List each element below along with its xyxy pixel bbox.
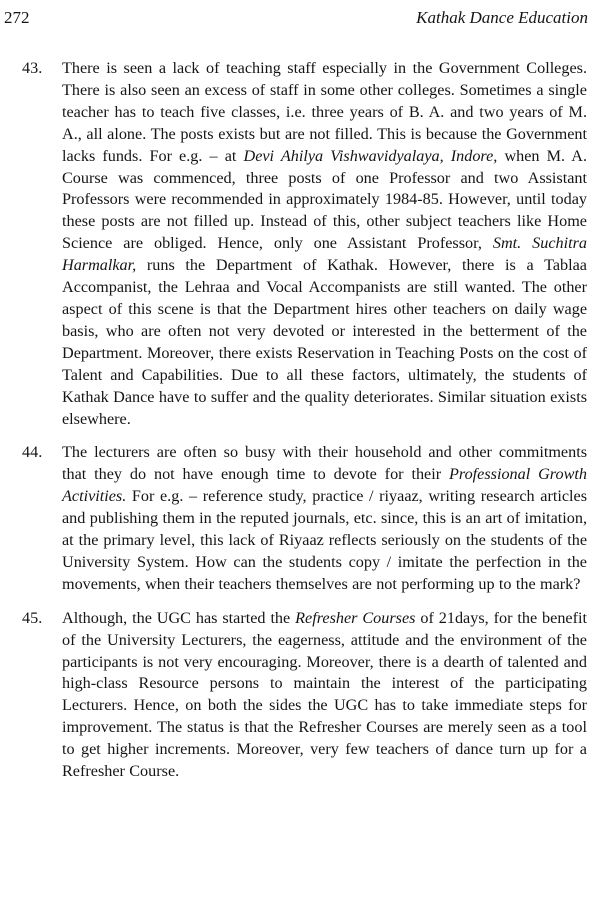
italic-phrase: Devi Ahilya Vishwavidyalaya, Indore, (243, 146, 498, 165)
numbered-item (22, 608, 587, 783)
item-number: 43. (22, 59, 43, 77)
item-text-segment: The lecturers are often so busy with their household and other commitments that they do not have enough time to devote for their (62, 443, 587, 484)
item-text (62, 608, 587, 783)
item-text-segment: For e.g. – reference study, practice / riyaaz, writing research articles and publishing them in the reputed journals, etc. since, this is an art of imitation, at the primary level, this lack of Riyaaz reflects seriously on the students of the University System. How can the students copy / imitate the perfection in the movements, when their teachers themselves are not performing up to the mark? (62, 487, 587, 593)
item-text-segment: There is seen a lack of teaching staff especially in the Government Colleges. There is also seen an excess of staff in some other colleges. Sometimes a single teacher has to teach five classes, i.e. three years of B. A. and two years of M. A., all alone. The posts exists but are not filled. This is because the Government lacks funds. For e.g. – at (62, 59, 587, 165)
item-text (62, 58, 587, 430)
item-number: 45. (22, 608, 43, 627)
italic-phrase: Professional Growth Activities. (62, 465, 587, 506)
numbered-item (22, 58, 587, 430)
item-text-segment: when M. A. Course was commenced, three posts of one Professor and two Assistant Professors were recommended in approximately 1984-85. However, until today these posts are not filled up. Instead of this, other subject teachers like Home Science are obliged. Hence, only one Assistant Professor, (62, 146, 587, 253)
item-text-segment: runs the Department of Kathak. However, there is a Tablaa Accompanist, the Lehraa and Vocal Accompanists are still wanted. The other aspect of this scene is that the Department hires other teachers on daily wage basis, who are often not very devoted or interested in the betterment of the Department. Moreover, there exists Reservation in Teaching Posts on the cost of Talent and Capabilities. Due to all these factors, ultimately, the students of Kathak Dance have to suffer and the quality deteriorates. Similar situation exists elsewhere. (62, 256, 587, 428)
italic-phrase: Refresher Courses (295, 608, 416, 627)
numbered-item (22, 442, 587, 595)
italic-phrase: Smt. Suchitra Harmalkar, (62, 234, 588, 275)
item-text-segment: Although, the UGC has started the (62, 608, 296, 627)
item-text-segment: of 21days, for the benefit of the University Lecturers, the eagerness, attitude and the environment of the participants is not very encouraging. Moreover, there is a dearth of talented and high-class Resource persons to maintain the interest of the participating Lecturers. Hence, on both the sides the UGC has to take immediate steps for improvement. The status is that the Refresher Courses are merely seen as a tool to get higher increments. Moreover, very few teachers of dance turn up for a Refresher Course. (62, 608, 587, 781)
page-number: 272 (4, 8, 30, 27)
numbered-items (22, 58, 587, 783)
item-number: 44. (22, 443, 43, 462)
running-head (0, 8, 600, 32)
item-text (62, 442, 587, 595)
book-title: Kathak Dance Education (416, 8, 588, 27)
